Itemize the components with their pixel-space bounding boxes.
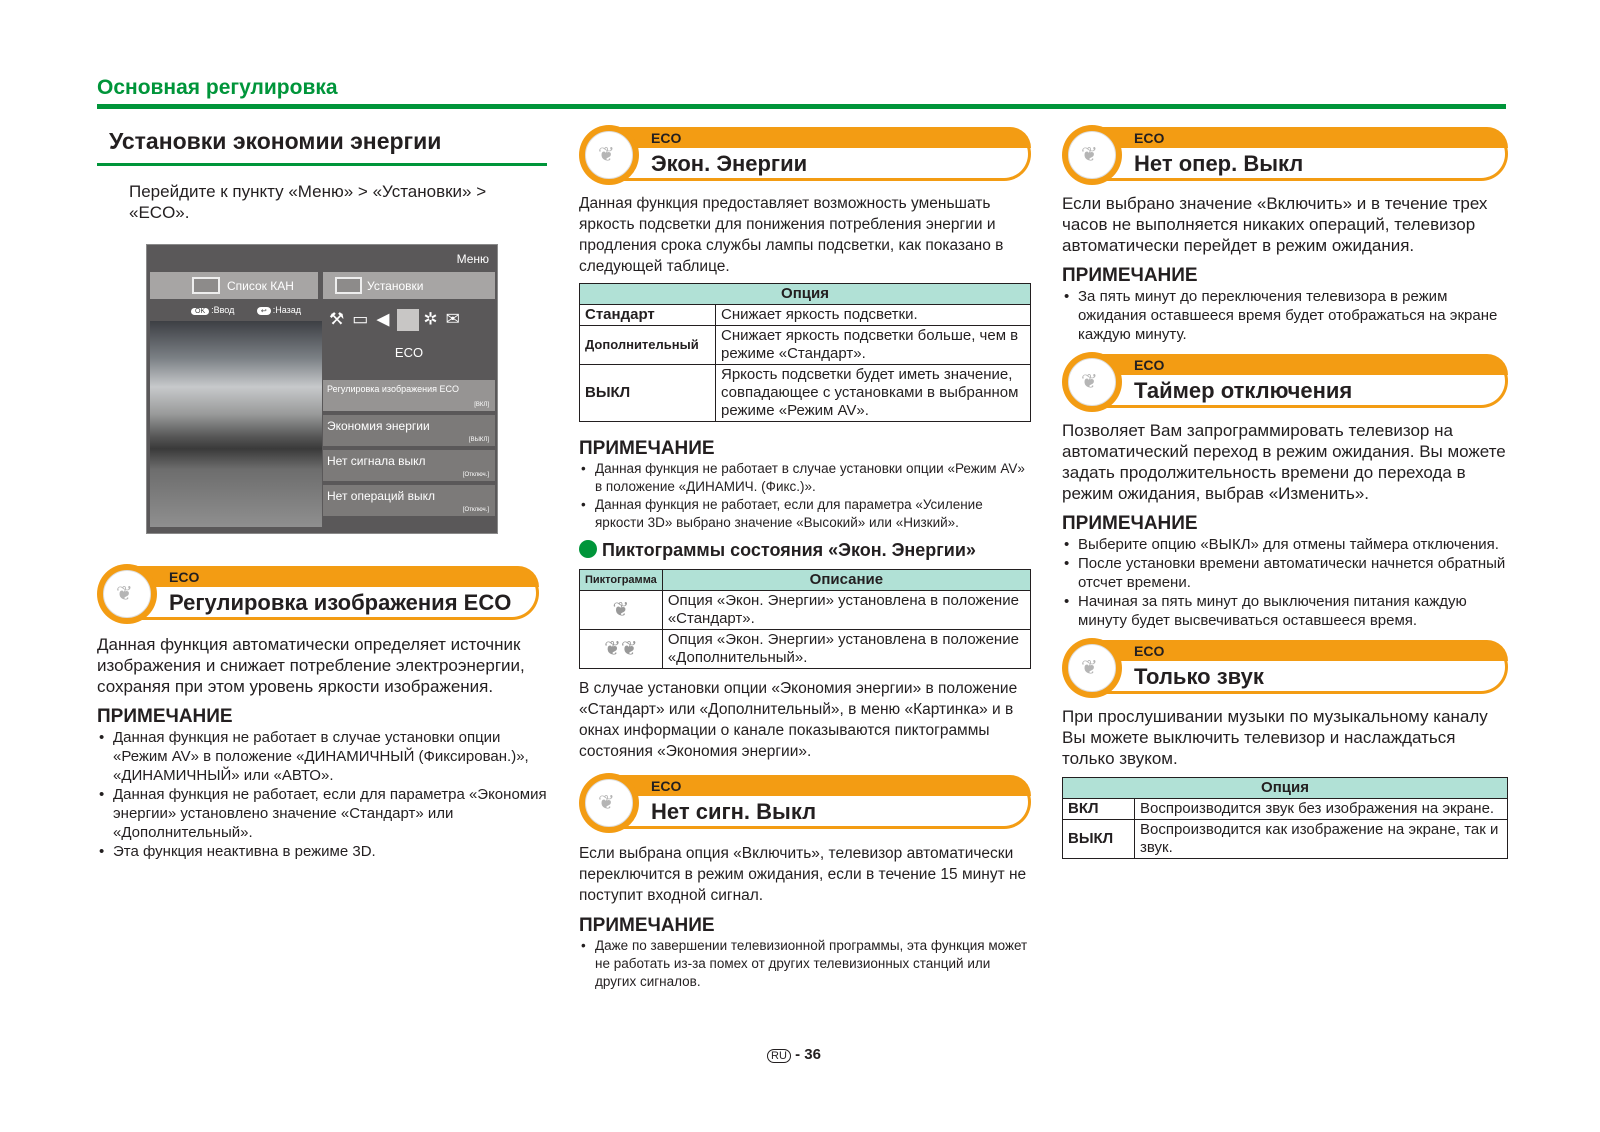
eco-header <box>1062 354 1508 408</box>
eco-header <box>1062 640 1508 694</box>
note-title: ПРИМЕЧАНИЕ <box>1062 513 1198 534</box>
table-row <box>580 630 1031 669</box>
menu-item <box>323 484 495 516</box>
note-title: ПРИМЕЧАНИЕ <box>579 438 715 459</box>
eco-title: Только звук <box>1134 664 1264 689</box>
tab-label: Установки <box>367 279 424 293</box>
table-cell: Опция «Экон. Энергии» установлена в положение «Дополнительный». <box>662 630 1030 669</box>
icons-description: В случае установки опции «Экономия энергии» в положение «Стандарт» или «Дополнительный», в меню «Картинка» и в окнах информации о канале показываются пиктограммы состояния «Экономия энергии». <box>579 680 1018 760</box>
eco-disc <box>1062 352 1122 412</box>
note-list <box>97 728 547 861</box>
eco-tag: ECO <box>1134 130 1165 146</box>
leaf-icon: ❦ <box>1081 371 1098 393</box>
eco-description: При прослушивании музыки по музыкальному каналу Вы можете выключить телевизор и наслаждаться только звуком. <box>1062 707 1488 768</box>
key-hints <box>191 305 301 315</box>
settings-icon-row <box>329 309 494 339</box>
menu-title: Меню <box>456 252 489 266</box>
channel-list-icon <box>192 277 220 294</box>
menu-item-label: Нет операций выкл <box>327 489 435 503</box>
list-item: • Начиная за пять минут до выключения питания каждую минуту будет высвечиваться оставшееся время. <box>1062 592 1508 630</box>
eco-tag: ECO <box>169 569 200 585</box>
eco-header <box>579 775 1031 829</box>
table-cell: Воспроизводится звук без изображения на экране. <box>1135 799 1508 820</box>
menu-item <box>323 449 495 481</box>
table-cell: ВКЛ <box>1063 799 1135 820</box>
table-cell: Опция «Экон. Энергии» установлена в положение «Стандарт». <box>662 591 1030 630</box>
table-row <box>580 591 1031 630</box>
eco-description: Позволяет Вам запрограммировать телевизор на автоматический переход в режим ожидания. Вы можете задать продолжительность времени до перехода в режим ожидания, выбрав «Изменить». <box>1062 421 1506 503</box>
list-item: • Данная функция не работает в случае установки опции «Режим AV» в положение «ДИНАМИЧ. (Фикс.)». <box>579 460 1031 496</box>
menu-item <box>323 414 495 446</box>
option-table <box>579 283 1031 422</box>
menu-item-value: [ВКЛ] <box>474 402 489 408</box>
landscape-image <box>150 321 322 527</box>
eco-description: Данная функция автоматически определяет источник изображения и снижает потребление электроэнергии, сохраняя при этом уровень яркости изображения. <box>97 635 525 696</box>
menu-item-label: Нет сигнала выкл <box>327 454 426 468</box>
eco-description: Если выбрано значение «Включить» и в течение трех часов не выполняется никаких операций, телевизор автоматически перейдет в режим ожидания. <box>1062 194 1488 255</box>
mail-icon: ✉ <box>445 309 468 329</box>
eco-description: Если выбрана опция «Включить», телевизор автоматически переключится в режим ожидания, если в течение 15 минут не поступит входной сигнал. <box>579 845 1027 904</box>
page-heading: Установки экономии энергии <box>109 128 442 154</box>
list-item: • После установки времени автоматически начнется обратный отсчет времени. <box>1062 554 1508 592</box>
eco-description: Данная функция предоставляет возможность уменьшать яркость подсветки для понижения потребления энергии и продления срока службы лампы подсветки, как показано в следующей таблице. <box>579 195 1004 275</box>
eco-header <box>1062 127 1508 181</box>
leaf-icon: ❦ <box>580 591 663 630</box>
heading-rule <box>97 163 547 166</box>
table-cell: Снижает яркость подсветки больше, чем в режиме «Стандарт». <box>716 326 1031 365</box>
eco-title: Нет сигн. Выкл <box>651 799 817 824</box>
intro-text: Перейдите к пункту «Меню» > «Установки» > «ECO». <box>129 182 487 222</box>
eco-title: Экон. Энергии <box>651 151 808 176</box>
note-list <box>1062 287 1508 344</box>
leaf-icon: ❦ <box>1081 144 1098 166</box>
menu-item <box>323 379 495 411</box>
column-right <box>1062 118 1508 859</box>
section-rule <box>97 104 1506 109</box>
list-item: • Эта функция неактивна в режиме 3D. <box>97 842 547 861</box>
leaf-icon: ❦ <box>598 792 615 814</box>
ok-key-icon: OK <box>191 308 209 315</box>
icon-table <box>579 569 1031 669</box>
icons-heading-text: Пиктограммы состояния «Экон. Энергии» <box>602 540 976 560</box>
leaf-icon: ❦ <box>598 144 615 166</box>
page-number-value: 36 <box>804 1046 821 1063</box>
menu-item-value: [Отключ.] <box>462 507 489 513</box>
eco-tag: ECO <box>1134 643 1165 659</box>
eco-menu-label: ECO <box>394 345 424 360</box>
eco-disc <box>1062 638 1122 698</box>
leaf-icon: ❦ <box>116 583 133 605</box>
list-item: • Данная функция не работает, если для параметра «Экономия энергии» установлено значение «Стандарт» или «Дополнительный». <box>97 785 547 842</box>
option-table <box>1062 777 1508 859</box>
list-item: • Данная функция не работает в случае установки опции «Режим AV» в положение «ДИНАМИЧНЫЙ (Фиксирован.)», «ДИНАМИЧНЫЙ» или «АВТО». <box>97 728 547 785</box>
table-cell: ВЫКЛ <box>1063 820 1135 859</box>
menu-item-label: Регулировка изображения ECO <box>327 384 460 394</box>
eco-disc <box>579 773 639 833</box>
speaker-icon: ◀ <box>376 309 398 329</box>
eco-disc <box>1062 125 1122 185</box>
table-header: Опция <box>580 284 1031 305</box>
menu-item-value: [ВЫКЛ] <box>468 437 489 443</box>
menu-screenshot <box>146 244 498 534</box>
table-row <box>580 365 1031 422</box>
ok-key-label: :Ввод <box>211 305 235 315</box>
menu-item-label: Экономия энергии <box>327 419 430 433</box>
back-key-label: :Назад <box>272 305 302 315</box>
double-leaf-icon: ❦❦ <box>580 630 663 669</box>
eco-title: Таймер отключения <box>1134 378 1353 403</box>
note-list <box>579 460 1031 532</box>
eco-disc <box>579 125 639 185</box>
language-badge: RU <box>767 1049 791 1063</box>
eco-tag: ECO <box>651 778 682 794</box>
picture-icon: ▭ <box>352 309 377 329</box>
table-cell: Дополнительный <box>580 326 716 365</box>
list-item: • Выберите опцию «ВЫКЛ» для отмены таймера отключения. <box>1062 535 1508 554</box>
eco-header <box>579 127 1031 181</box>
page-separator: - <box>795 1046 801 1063</box>
section-title: Основная регулировка <box>97 76 338 99</box>
list-item: • Данная функция не работает, если для параметра «Усиление яркости 3D» выбрано значение «Высокий» или «Низкий». <box>579 496 1031 532</box>
eco-title: Нет опер. Выкл <box>1134 151 1304 176</box>
table-cell: Яркость подсветки будет иметь значение, совпадающее с установками в выбранном режиме «Режим AV». <box>716 365 1031 422</box>
list-item: • За пять минут до переключения телевизора в режим ожидания оставшееся время будет отображаться на экране каждую минуту. <box>1062 287 1508 344</box>
table-cell: ВЫКЛ <box>580 365 716 422</box>
table-cell: Воспроизводится как изображение на экране, так и звук. <box>1135 820 1508 859</box>
table-row <box>580 305 1031 326</box>
settings-icon <box>335 277 362 294</box>
table-cell: Снижает яркость подсветки. <box>716 305 1031 326</box>
page-number <box>767 1046 821 1063</box>
gear-icon: ✲ <box>423 309 446 329</box>
eco-title: Регулировка изображения ECO <box>169 590 512 615</box>
note-list <box>1062 535 1508 630</box>
table-header: Опция <box>1063 778 1508 799</box>
note-title: ПРИМЕЧАНИЕ <box>1062 265 1198 286</box>
note-list <box>579 937 1031 991</box>
tab-channel-list <box>150 272 318 299</box>
list-item: • Даже по завершении телевизионной программы, эта функция может не работать из-за помех от других телевизионных станций или других сигналов. <box>579 937 1031 991</box>
table-header: Пиктограмма <box>580 570 663 591</box>
wrench-icon: ⚒ <box>329 309 353 329</box>
table-row <box>1063 820 1508 859</box>
eco-leaf-icon <box>397 309 419 331</box>
leaf-icon: ❦ <box>1081 657 1098 679</box>
bullet-icon <box>579 540 597 558</box>
column-middle <box>579 118 1031 991</box>
eco-tag: ECO <box>651 130 682 146</box>
back-key-icon: ↩ <box>257 307 271 315</box>
note-title: ПРИМЕЧАНИЕ <box>97 706 233 727</box>
table-cell: Стандарт <box>580 305 716 326</box>
table-header: Описание <box>662 570 1030 591</box>
eco-header <box>97 566 539 620</box>
tab-label: Список КАН <box>227 279 294 293</box>
column-left <box>97 118 547 861</box>
tab-settings <box>323 272 495 299</box>
menu-item-value: [Отключ.] <box>462 472 489 478</box>
eco-tag: ECO <box>1134 357 1165 373</box>
table-row <box>580 326 1031 365</box>
note-title: ПРИМЕЧАНИЕ <box>579 915 715 936</box>
table-row <box>1063 799 1508 820</box>
icons-heading <box>579 540 1031 561</box>
eco-disc <box>97 564 157 624</box>
